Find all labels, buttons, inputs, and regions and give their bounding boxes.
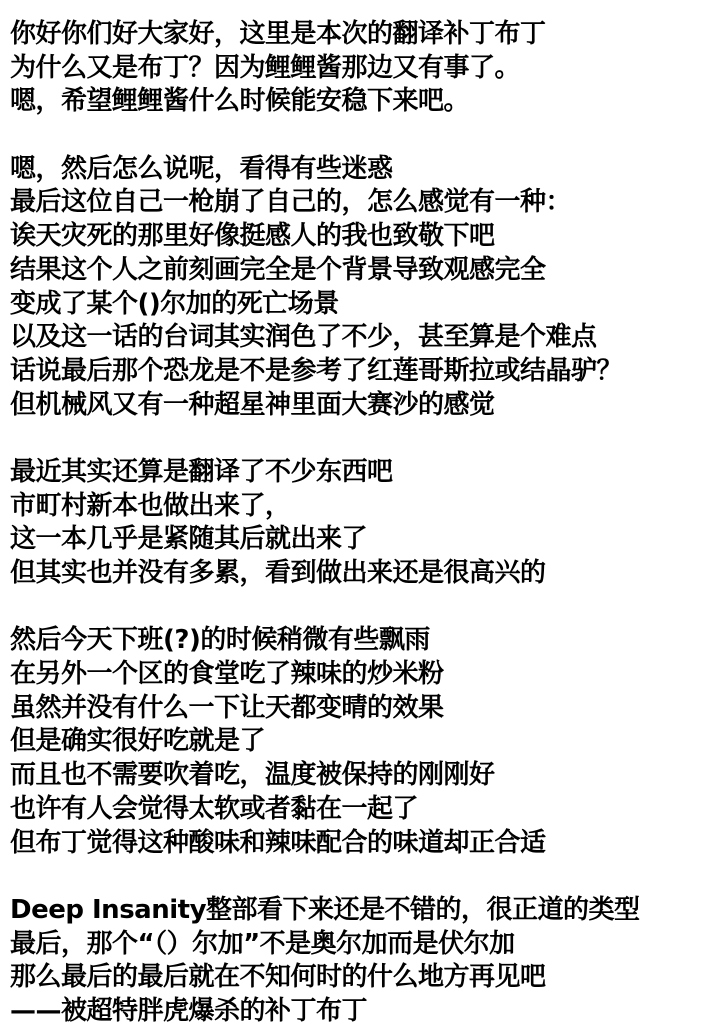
paragraph: [10, 18, 714, 119]
text-line: 结果这个人之前刻画完全是个背景导致观感完全: [10, 254, 546, 285]
text-line: 话说最后那个恐龙是不是参考了红莲哥斯拉或结晶驴？: [10, 355, 623, 386]
text-line: 那么最后的最后就在不知何时的什么地方再见吧: [10, 962, 546, 993]
signature-line: ——被超特胖虎爆杀的补丁布丁: [10, 995, 368, 1026]
text-line: 嗯，希望鲤鲤酱什么时候能安稳下来吧。: [10, 86, 470, 117]
text-line: 最后，那个“（）尔加”不是奥尔加而是伏尔加: [10, 928, 515, 959]
text-line: 但其实也并没有多累，看到做出来还是很高兴的: [10, 558, 546, 588]
text-line: 然后今天下班(?)的时候稍微有些飘雨: [10, 625, 430, 656]
paragraph-spacer: [10, 860, 714, 894]
text-line: 也许有人会觉得太软或者黏在一起了: [10, 793, 419, 824]
paragraph: [10, 894, 714, 1029]
text-line: 但机械风又有一种超星神里面大赛沙的感觉: [10, 389, 495, 420]
text-line: 市町村新本也做出来了，: [10, 490, 291, 521]
text-line: 但是确实很好吃就是了: [10, 726, 266, 757]
text-line: 为什么又是布丁？因为鲤鲤酱那边又有事了。: [10, 52, 521, 83]
text-line: 你好你们好大家好，这里是本次的翻译补丁布丁: [10, 19, 546, 49]
text-line: 嗯，然后怎么说呢，看得有些迷惑: [10, 153, 393, 184]
text-line: 虽然并没有什么一下让天都变晴的效果: [10, 692, 444, 723]
text-line: Deep Insanity整部看下来还是不错的，很正道的类型: [10, 894, 640, 925]
text-line: 最后这位自己一枪崩了自己的，怎么感觉有一种：: [10, 187, 572, 218]
text-line: 以及这一话的台词其实润色了不少，甚至算是个难点: [10, 322, 597, 353]
paragraph-spacer: [10, 422, 714, 456]
text-line: 变成了某个()尔加的死亡场景: [10, 288, 339, 319]
paragraph: [10, 456, 714, 591]
text-line: 诶天灾死的那里好像挺感人的我也致敬下吧: [10, 221, 495, 252]
paragraph: [10, 153, 714, 423]
text-line: 这一本几乎是紧随其后就出来了: [10, 524, 368, 555]
text-line: 但布丁觉得这种酸味和辣味配合的味道却正合适: [10, 827, 546, 858]
text-line: 在另外一个区的食堂吃了辣味的炒米粉: [10, 659, 444, 690]
paragraph-spacer: [10, 119, 714, 153]
paragraph-spacer: [10, 591, 714, 625]
text-line: 而且也不需要吹着吃，温度被保持的刚刚好: [10, 760, 495, 791]
text-line: 最近其实还算是翻译了不少东西吧: [10, 456, 393, 487]
paragraph: [10, 624, 714, 860]
